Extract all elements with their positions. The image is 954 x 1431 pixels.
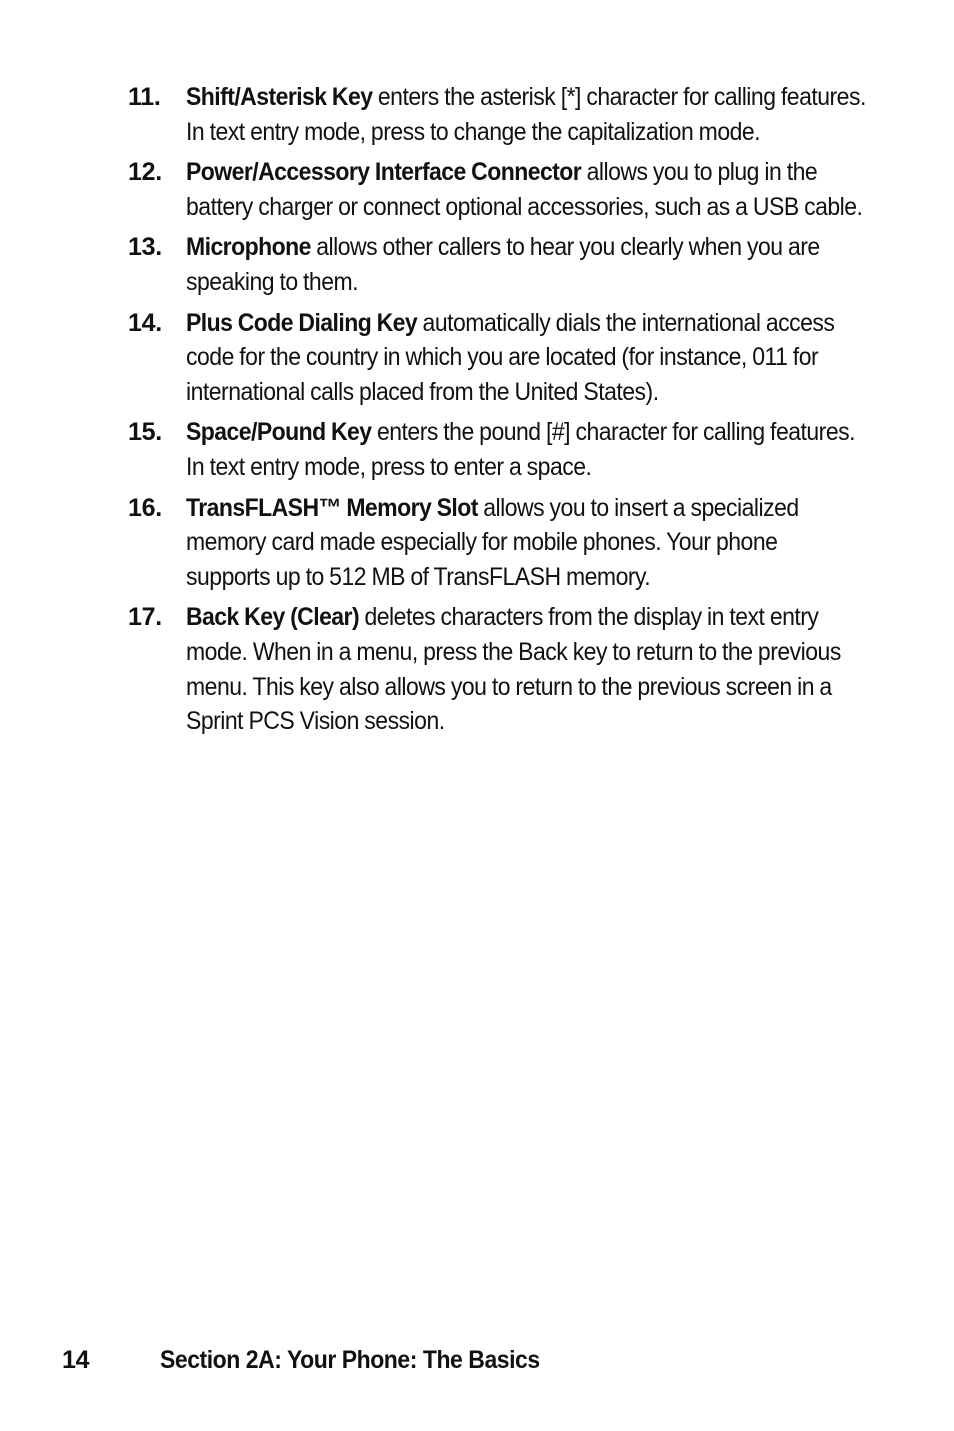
item-term: Plus Code Dialing Key: [186, 308, 418, 337]
item-text: [186, 491, 866, 595]
item-number: 17.: [128, 603, 162, 632]
item-text: [186, 80, 866, 149]
item-description: allows other callers to hear you clearly when you are speaking to them.: [186, 233, 820, 296]
item-description: deletes characters from the display in text entry mode. When in a menu, press the Back key to return to the previous menu. This key also allows you to return to the previous screen in a Sprint PCS Vision session.: [186, 603, 841, 736]
item-text: [186, 230, 866, 299]
numbered-list: [0, 80, 954, 745]
item-number: 12.: [128, 158, 162, 187]
list-item: [0, 600, 954, 738]
page-number: 14: [62, 1346, 90, 1374]
item-description: automatically dials the international access code for the country in which you are located (for instance, 011 for international calls placed from the United States).: [186, 308, 835, 406]
list-item: [0, 80, 954, 149]
item-term: Microphone: [186, 233, 311, 262]
item-term: Shift/Asterisk Key: [186, 83, 373, 111]
list-item: [0, 155, 954, 224]
item-number: 15.: [128, 418, 162, 447]
item-text: [186, 155, 866, 224]
item-term: Space/Pound Key: [186, 418, 372, 447]
item-description: enters the asterisk [*] character for calling features. In text entry mode, press to change the capitalization mode.: [186, 83, 866, 146]
item-number: 13.: [128, 233, 162, 262]
item-number: 16.: [128, 493, 162, 522]
item-term: Back Key (Clear): [186, 603, 360, 632]
item-text: [186, 415, 866, 484]
item-text: [186, 306, 866, 410]
item-text: [186, 600, 866, 738]
item-term: Power/Accessory Interface Connector: [186, 158, 582, 187]
list-item: [0, 415, 954, 484]
section-title: Section 2A: Your Phone: The Basics: [160, 1346, 540, 1374]
item-term: TransFLASH™ Memory Slot: [186, 493, 478, 522]
item-description: allows you to plug in the battery charger or connect optional accessories, such as a USB cable.: [186, 158, 863, 221]
list-item: [0, 491, 954, 595]
item-description: enters the pound [#] character for calling features. In text entry mode, press to enter a space.: [186, 418, 856, 481]
list-item: [0, 230, 954, 299]
list-item: [0, 306, 954, 410]
item-number: 11.: [128, 83, 161, 111]
item-description: allows you to insert a specialized memory card made especially for mobile phones. Your phone supports up to 512 MB of TransFLASH memory.: [186, 493, 799, 591]
item-number: 14.: [128, 308, 162, 337]
